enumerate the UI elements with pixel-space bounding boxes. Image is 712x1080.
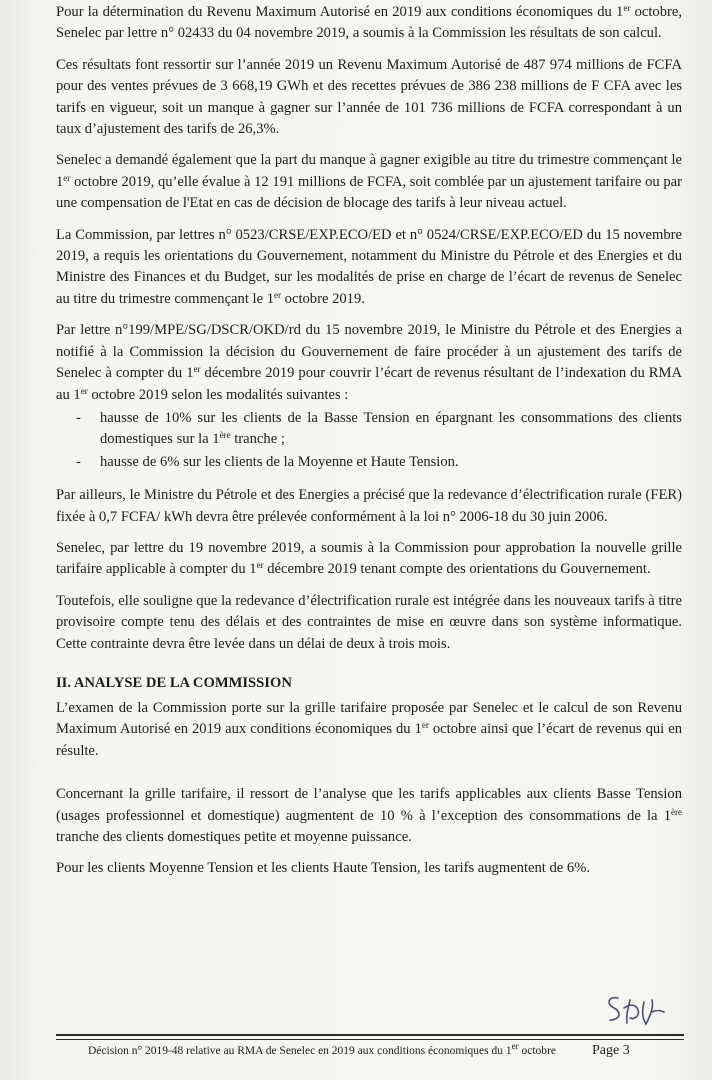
- list-item: [56, 452, 682, 473]
- paragraph: Toutefois, elle souligne que la redevance d’électrification rurale est intégrée dans les nouveaux tarifs à titre provisoire compte tenu des délais et des contraintes de mise en œuvre dans son système informatique. Cette contrainte devra être levée dans un délai de deux à trois mois.: [56, 592, 682, 652]
- paragraph-text: octobre ainsi que l’écart de revenus qui en résulte.: [56, 721, 682, 759]
- signature-initials: [600, 990, 670, 1030]
- document-body: [56, 2, 682, 890]
- list-item-text: hausse de 10% sur les clients de la Basse Tension en épargnant les consommations des clients domestiques sur la 1: [100, 409, 682, 448]
- paragraph-text: La Commission, par lettres n° 0523/CRSE/EXP.ECO/ED et n° 0524/CRSE/EXP.ECO/ED du 15 novembre 2019, a requis les orientations du Gouvernement, notamment du Ministre du Pétrole et des Energies et du Ministre des Finances et du Budget, sur les modalités de prise en charge de l’écart de revenus de Senelec au titre du trimestre commençant le 1: [56, 226, 682, 307]
- paragraph-text: octobre 2019, qu’elle évalue à 12 191 millions de FCFA, soit comblée par un ajustement tarifaire ou par une compensation de l'Etat en cas de décision de blocage des tarifs à leur niveau actuel.: [56, 173, 682, 212]
- bullet-dash: -: [76, 453, 81, 470]
- paragraph: [56, 150, 682, 214]
- footer-rule-thin: [56, 1039, 684, 1040]
- superscript: er: [511, 1041, 519, 1051]
- paragraph: Par ailleurs, le Ministre du Pétrole et des Energies a précisé que la redevance d’électrification rurale (FER) fixée à 0,7 FCFA/ kWh devra être prélevée conformément à la loi n° 2006-18 du 30 juin 2006.: [56, 487, 682, 525]
- paragraph-text: L’examen de la Commission porte sur la grille tarifaire proposée par Senelec et le calcul de son Revenu Maximum Autorisé en 2019 aux conditions économiques du 1: [56, 699, 682, 738]
- section-heading: II. ANALYSE DE LA COMMISSION: [56, 674, 292, 691]
- paragraph-text: Senelec a demandé également que la part du manque à gagner exigible au titre du trimestre commençant le 1: [56, 152, 682, 190]
- paragraph: [56, 2, 682, 45]
- paragraph: [56, 225, 682, 311]
- superscript: er: [63, 172, 71, 183]
- paragraph: Pour les clients Moyenne Tension et les clients Haute Tension, les tarifs augmentent de 6%.: [56, 860, 591, 877]
- superscript: er: [193, 364, 201, 375]
- list-item-text: tranche ;: [230, 431, 285, 448]
- paragraph: [56, 320, 682, 406]
- superscript: er: [623, 3, 631, 13]
- page-number: Page 3: [592, 1043, 630, 1058]
- superscript: er: [80, 385, 88, 396]
- superscript: er: [256, 560, 264, 571]
- paragraph: [56, 698, 682, 762]
- page-footer: [88, 1041, 648, 1058]
- footer-caption: octobre: [518, 1045, 556, 1057]
- paragraph: Ces résultats font ressortir sur l’année 2019 un Revenu Maximum Autorisé de 487 974 millions de FCFA pour des ventes prévues de 3 668,19 GWh et des recettes prévues de 386 238 millions de F CFA avec les tarifs en vigueur, soit un manque à gagner sur l’année de 101 736 millions de FCFA correspondant à un taux d’ajustement des tarifs de 26,3%.: [56, 56, 682, 138]
- list-item: [56, 408, 682, 451]
- paragraph-text: décembre 2019 tenant compte des orientations du Gouvernement.: [263, 561, 651, 578]
- paragraph-text: décembre 2019 pour couvrir l’écart de revenus résultant de l’indexation du RMA au 1: [56, 365, 683, 403]
- paragraph-text: Senelec, par lettre du 19 novembre 2019, a soumis à la Commission pour approbation la nouvelle grille tarifaire applicable à compter du 1: [56, 539, 682, 578]
- superscript: ère: [671, 806, 682, 817]
- paragraph-text: Pour la détermination du Revenu Maximum Autorisé en 2019 aux conditions économiques du 1: [56, 4, 624, 20]
- paragraph: [56, 784, 682, 848]
- superscript: er: [421, 720, 429, 731]
- footer-caption: Décision n° 2019-48 relative au RMA de Senelec en 2019 aux conditions économiques du 1: [88, 1045, 512, 1057]
- paragraph-text: Par lettre n°199/MPE/SG/DSCR/OKD/rd du 15 novembre 2019, le Ministre du Pétrole et des Energies a notifié à la Commission la décision du Gouvernement de faire procéder à un ajustement des tarifs de Senelec à compter du 1: [56, 322, 682, 382]
- paragraph: [56, 538, 682, 581]
- paragraph-text: octobre, Senelec par lettre n° 02433 du 04 novembre 2019, a soumis à la Commission les résultats de son calcul.: [56, 4, 683, 42]
- superscript: ère: [219, 430, 231, 441]
- paragraph-text: tranche des clients domestiques petite et moyenne puissance.: [56, 829, 412, 845]
- superscript: er: [274, 289, 282, 300]
- bullet-list: [56, 408, 682, 473]
- footer-rule: [56, 1034, 684, 1036]
- paragraph-text: octobre 2019.: [281, 290, 365, 307]
- list-item-text: hausse de 6% sur les clients de la Moyenne et Haute Tension.: [100, 453, 459, 470]
- paragraph-text: octobre 2019 selon les modalités suivantes :: [87, 386, 349, 403]
- bullet-dash: -: [76, 409, 81, 426]
- paragraph-text: Concernant la grille tarifaire, il ressort de l’analyse que les tarifs applicables aux clients Basse Tension (usages professionnel et domestique) augmentent de 10 % à l’exception des consommations de la 1: [56, 786, 682, 824]
